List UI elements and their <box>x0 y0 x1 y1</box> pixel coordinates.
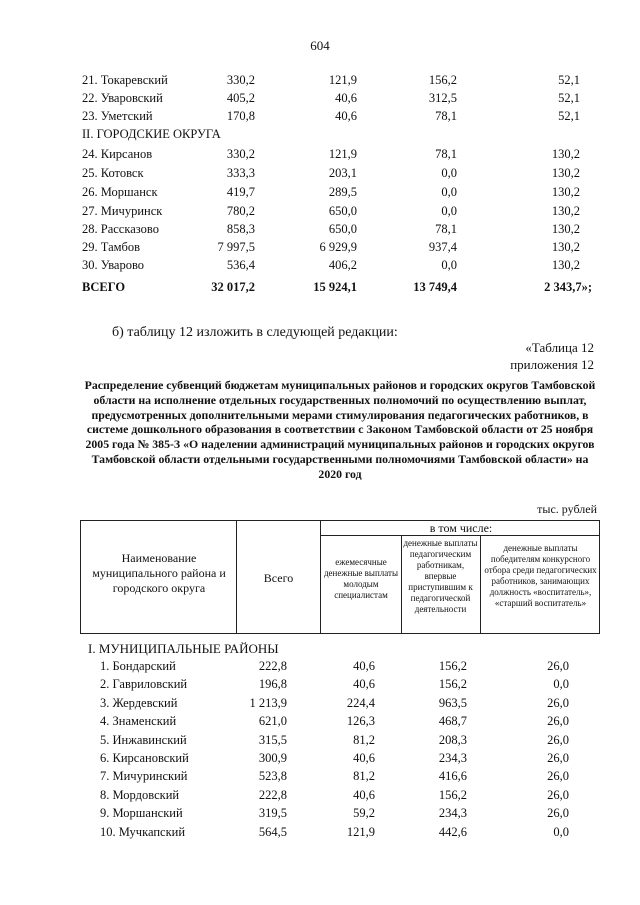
header-rule <box>320 535 599 536</box>
row-col3: 52,1 <box>558 91 580 105</box>
row-col1: 81,2 <box>353 733 375 747</box>
row-total: 1 213,9 <box>249 696 287 710</box>
row-name: 9. Моршанский <box>100 806 183 820</box>
total-col2: 13 749,4 <box>413 280 457 294</box>
table-row <box>0 751 640 769</box>
row-col3: 130,2 <box>551 258 580 272</box>
row-total: 536,4 <box>226 258 255 272</box>
row-total: 196,8 <box>258 677 287 691</box>
row-name: 28. Рассказово <box>82 222 159 236</box>
row-total: 405,2 <box>226 91 255 105</box>
row-col1: 59,2 <box>353 806 375 820</box>
table-header <box>80 520 600 634</box>
total-all: 32 017,2 <box>211 280 255 294</box>
header-sub2: денежные выплаты педагогическим работникам, впервые приступившим к педагогической деятельности <box>403 538 478 614</box>
row-col2: 0,0 <box>441 204 457 218</box>
row-col1: 40,6 <box>335 109 357 123</box>
row-name: 5. Инжавинский <box>100 733 187 747</box>
header-sub1: ежемесячные денежные выплаты молодым специалистам <box>323 557 399 600</box>
row-col2: 156,2 <box>438 659 467 673</box>
row-col3: 26,0 <box>547 733 569 747</box>
row-col2: 208,3 <box>438 733 467 747</box>
row-col3: 0,0 <box>553 825 569 839</box>
row-total: 780,2 <box>226 204 255 218</box>
table-row <box>0 204 640 222</box>
table-row <box>0 91 640 109</box>
row-col3: 130,2 <box>551 185 580 199</box>
column-divider <box>401 535 402 633</box>
row-col3: 130,2 <box>551 166 580 180</box>
table-row <box>0 659 640 677</box>
row-col1: 126,3 <box>346 714 375 728</box>
row-col2: 442,6 <box>438 825 467 839</box>
row-col3: 26,0 <box>547 806 569 820</box>
column-divider <box>480 535 481 633</box>
row-col2: 78,1 <box>435 109 457 123</box>
row-name: 24. Кирсанов <box>82 147 153 161</box>
section-heading: II. ГОРОДСКИЕ ОКРУГА <box>82 127 221 141</box>
row-name: 22. Уваровский <box>82 91 163 105</box>
header-sub3: денежные выплаты победителям конкурсного отбора среди педагогических работников, занимающих должность «воспитатель», «старший воспитатель» <box>484 543 597 608</box>
row-col2: 156,2 <box>438 677 467 691</box>
table-row <box>0 185 640 203</box>
row-total: 564,5 <box>258 825 287 839</box>
row-col2: 312,5 <box>428 91 457 105</box>
total-row <box>0 280 640 298</box>
row-name: 4. Знаменский <box>100 714 177 728</box>
row-col1: 40,6 <box>335 91 357 105</box>
row-total: 330,2 <box>226 147 255 161</box>
table-reference <box>510 339 594 373</box>
table-row <box>0 733 640 751</box>
row-col3: 130,2 <box>551 204 580 218</box>
table-row <box>0 788 640 806</box>
row-total: 858,3 <box>226 222 255 236</box>
row-name: 6. Кирсановский <box>100 751 189 765</box>
row-total: 222,8 <box>258 659 287 673</box>
table-row <box>0 769 640 787</box>
row-col1: 224,4 <box>346 696 375 710</box>
table-row <box>0 166 640 184</box>
row-name: 3. Жердевский <box>100 696 178 710</box>
row-name: 30. Уварово <box>82 258 145 272</box>
table-row <box>0 258 640 276</box>
column-divider <box>320 521 321 633</box>
row-col3: 26,0 <box>547 788 569 802</box>
row-col2: 234,3 <box>438 806 467 820</box>
table-row <box>0 696 640 714</box>
table-row <box>0 806 640 824</box>
row-col1: 650,0 <box>328 222 357 236</box>
row-total: 319,5 <box>258 806 287 820</box>
row-col1: 121,9 <box>328 147 357 161</box>
row-col2: 937,4 <box>428 240 457 254</box>
row-col3: 130,2 <box>551 240 580 254</box>
row-col1: 40,6 <box>353 677 375 691</box>
row-col2: 156,2 <box>428 73 457 87</box>
section-heading: I. МУНИЦИПАЛЬНЫЕ РАЙОНЫ <box>88 641 279 656</box>
total-col1: 15 924,1 <box>313 280 357 294</box>
row-total: 222,8 <box>258 788 287 802</box>
row-col3: 26,0 <box>547 659 569 673</box>
row-col3: 130,2 <box>551 147 580 161</box>
row-col2: 0,0 <box>441 166 457 180</box>
table-row <box>0 147 640 165</box>
row-total: 330,2 <box>226 73 255 87</box>
page-number: 604 <box>310 38 330 53</box>
row-col3: 130,2 <box>551 222 580 236</box>
row-col3: 26,0 <box>547 714 569 728</box>
total-col3: 2 343,7»; <box>544 280 592 294</box>
row-col2: 0,0 <box>441 258 457 272</box>
row-col1: 6 929,9 <box>319 240 357 254</box>
row-col2: 416,6 <box>438 769 467 783</box>
row-col2: 468,7 <box>438 714 467 728</box>
row-col1: 121,9 <box>346 825 375 839</box>
row-col1: 121,9 <box>328 73 357 87</box>
row-total: 523,8 <box>258 769 287 783</box>
row-col1: 40,6 <box>353 751 375 765</box>
header-name: Наименование муниципального района и городского округа <box>92 551 226 595</box>
row-col3: 26,0 <box>547 751 569 765</box>
unit-label: тыс. рублей <box>537 502 597 516</box>
row-name: 25. Котовск <box>82 166 144 180</box>
table-row <box>0 73 640 91</box>
row-col1: 406,2 <box>328 258 357 272</box>
row-name: 8. Мордовский <box>100 788 180 802</box>
row-total: 621,0 <box>258 714 287 728</box>
table-row <box>0 677 640 695</box>
row-total: 170,8 <box>226 109 255 123</box>
row-total: 315,5 <box>258 733 287 747</box>
row-col3: 26,0 <box>547 696 569 710</box>
row-name: 27. Мичуринск <box>82 204 163 218</box>
row-total: 419,7 <box>226 185 255 199</box>
row-name: 23. Уметский <box>82 109 153 123</box>
row-col3: 26,0 <box>547 769 569 783</box>
table-row <box>0 240 640 258</box>
row-col1: 289,5 <box>328 185 357 199</box>
row-name: 1. Бондарский <box>100 659 176 673</box>
header-total: Всего <box>263 571 294 585</box>
row-col1: 81,2 <box>353 769 375 783</box>
table-row <box>0 714 640 732</box>
row-name: 29. Тамбов <box>82 240 141 254</box>
table-title: Распределение субвенций бюджетам муниципальных районов и городских округов Тамбовской области на исполнение отдельных государственных полномочий по осуществлению выплат, предусмотренных дополнительными мерами стимулирования педагогических работников, в системе дошкольного образования в соответствии с Законом Тамбовской области от 25 ноября 2005 года № 385-З «О наделении администраций муниципальных районов и городских округов Тамбовской области отдельными государственными полномочиями Тамбовской области» на 2020 год <box>84 378 596 481</box>
row-col2: 78,1 <box>435 222 457 236</box>
table-reference-line: «Таблица 12 <box>525 340 594 355</box>
row-col2: 963,5 <box>438 696 467 710</box>
row-col2: 0,0 <box>441 185 457 199</box>
row-total: 300,9 <box>258 751 287 765</box>
row-col3: 52,1 <box>558 73 580 87</box>
row-name: 21. Токаревский <box>82 73 168 87</box>
row-col1: 203,1 <box>328 166 357 180</box>
row-col2: 78,1 <box>435 147 457 161</box>
row-col1: 40,6 <box>353 659 375 673</box>
row-name: 26. Моршанск <box>82 185 158 199</box>
table-reference-line: приложения 12 <box>510 357 594 372</box>
row-total: 7 997,5 <box>217 240 255 254</box>
row-col3: 0,0 <box>553 677 569 691</box>
row-col1: 40,6 <box>353 788 375 802</box>
header-including: в том числе: <box>429 521 493 535</box>
row-col1: 650,0 <box>328 204 357 218</box>
row-name: 10. Мучкапский <box>100 825 186 839</box>
total-label: ВСЕГО <box>82 280 126 294</box>
row-col2: 234,3 <box>438 751 467 765</box>
row-name: 7. Мичуринский <box>100 769 188 783</box>
table-row <box>0 109 640 127</box>
table-row <box>0 222 640 240</box>
row-col2: 156,2 <box>438 788 467 802</box>
row-total: 333,3 <box>226 166 255 180</box>
row-name: 2. Гавриловский <box>100 677 188 691</box>
table-row <box>0 825 640 843</box>
row-col3: 52,1 <box>558 109 580 123</box>
amendment-paragraph: б) таблицу 12 изложить в следующей редакции: <box>112 325 398 340</box>
